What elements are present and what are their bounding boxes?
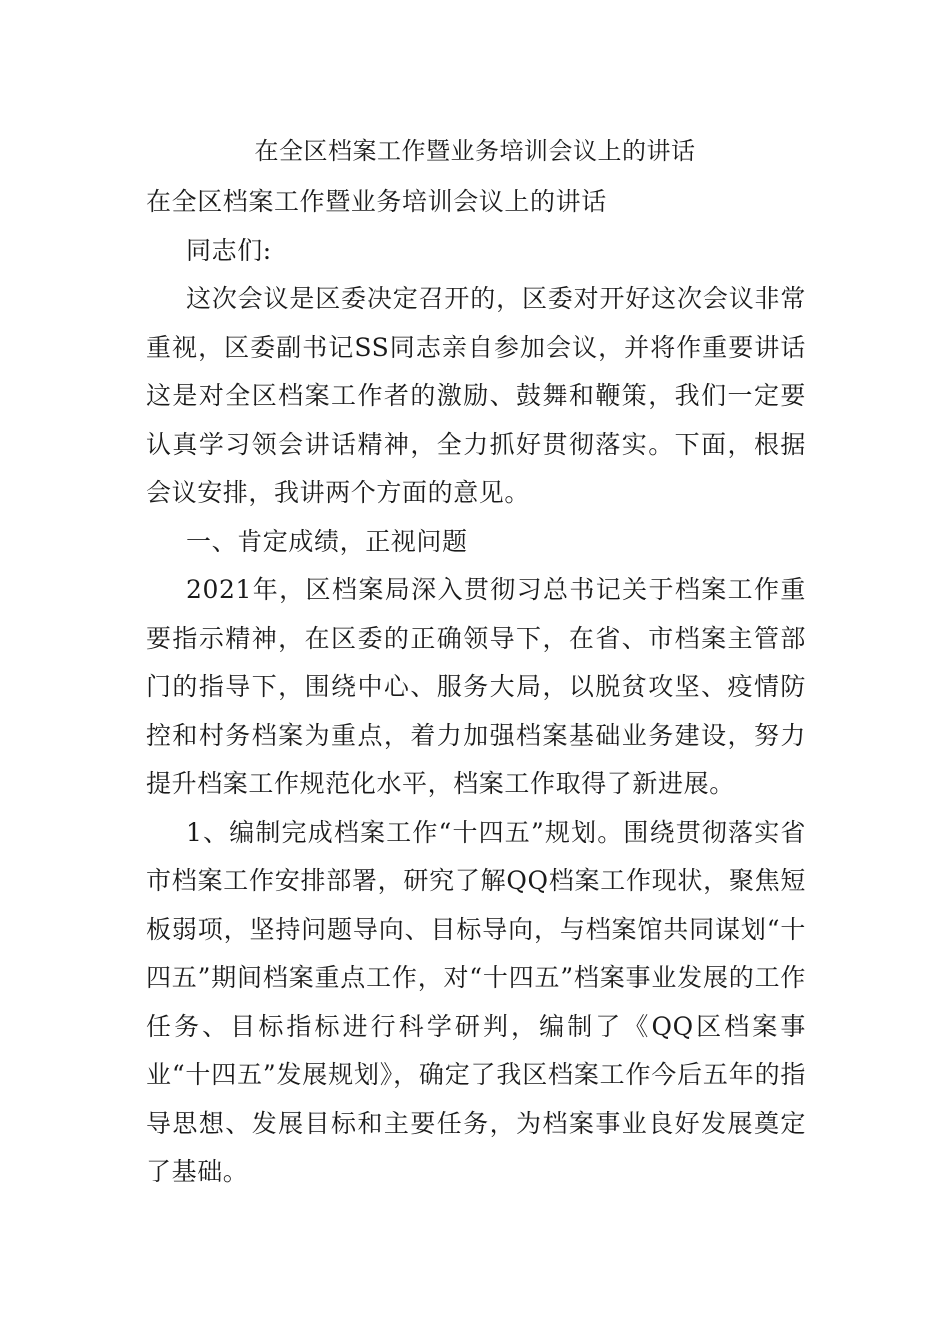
salutation-paragraph: 同志们:	[186, 235, 272, 265]
subtitle-paragraph: 在全区档案工作暨业务培训会议上的讲话	[146, 187, 607, 216]
section-heading: 一、肯定成绩，正视问题	[186, 526, 468, 556]
document-body	[146, 178, 806, 1197]
item-1-paragraph: 1、编制完成档案工作“十四五”规划。围绕贯彻落实省市档案工作安排部署，研究了解QQ档案工作现状，聚焦短板弱项，坚持问题导向、目标导向，与档案馆共同谋划“十四五”期间档案重点工作，对“十四五”档案事业发展的工作任务、目标指标进行科学研判，编制了《QQ区档案事业“十四五”发展规划》，确定了我区档案工作今后五年的指导思想、发展目标和主要任务，为档案事业良好发展奠定了基础。	[146, 817, 806, 1186]
summary-paragraph: 2021年，区档案局深入贯彻习总书记关于档案工作重要指示精神，在区委的正确领导下，在省、市档案主管部门的指导下，围绕中心、服务大局，以脱贫攻坚、疫情防控和村务档案为重点，着力加强档案基础业务建设，努力提升档案工作规范化水平，档案工作取得了新进展。	[146, 575, 806, 798]
document-title: 在全区档案工作暨业务培训会议上的讲话	[254, 137, 696, 165]
intro-paragraph: 这次会议是区委决定召开的，区委对开好这次会议非常重视，区委副书记SS同志亲自参加会议，并将作重要讲话这是对全区档案工作者的激励、鼓舞和鞭策，我们一定要认真学习领会讲话精神，全力抓好贯彻落实。下面，根据会议安排，我讲两个方面的意见。	[146, 284, 806, 507]
